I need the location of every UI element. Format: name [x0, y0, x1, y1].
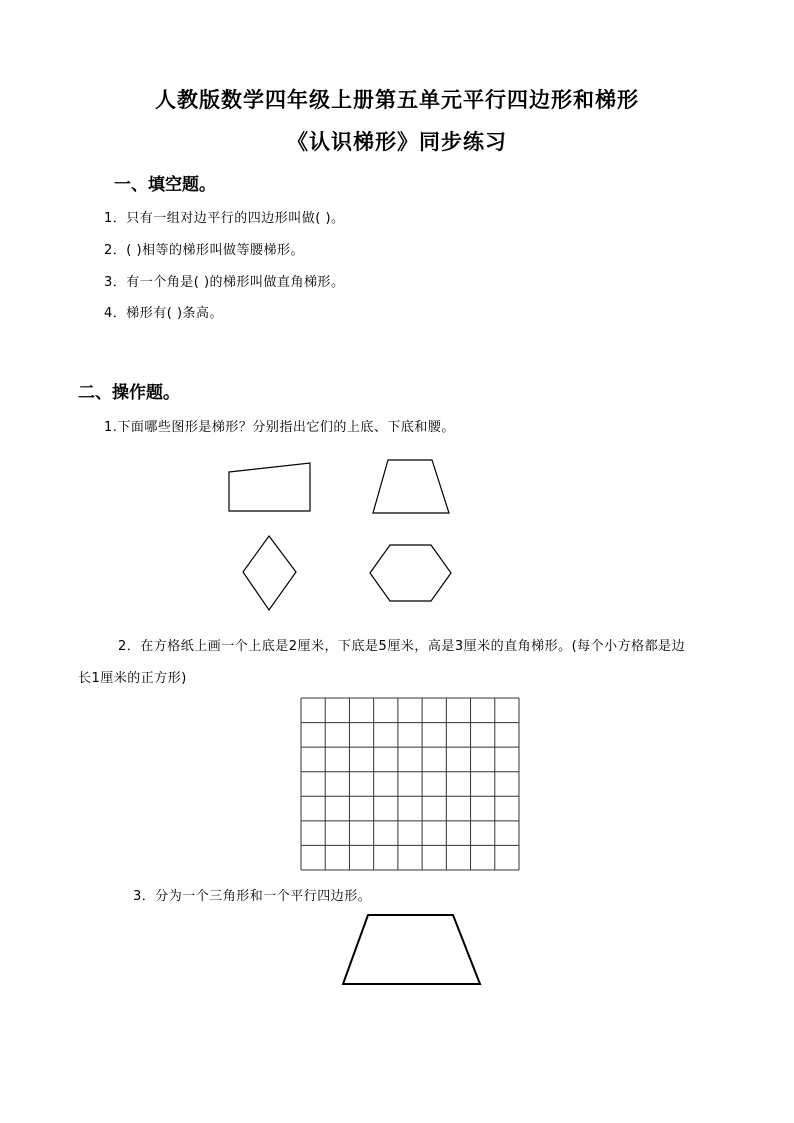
right-trapezoid-shape — [226, 460, 316, 514]
trapezoid-to-divide-shape[interactable] — [340, 912, 484, 988]
operation-question-2-line1: 2．在方格纸上画一个上底是2厘米，下底是5厘米，高是3厘米的直角梯形。(每个小方格都是边 — [118, 639, 686, 654]
hexagon-shape — [367, 542, 455, 606]
page-title: 人教版数学四年级上册第五单元平行四边形和梯形 — [155, 87, 639, 112]
operation-question-3: 3．分为一个三角形和一个平行四边形。 — [133, 889, 372, 904]
fill-blank-question-1: 1．只有一组对边平行的四边形叫做( )。 — [104, 211, 345, 226]
grid-paper[interactable] — [300, 697, 520, 871]
operation-question-2-line2: 长1厘米的正方形) — [78, 671, 187, 686]
fill-blank-question-2: 2．( )相等的梯形叫做等腰梯形。 — [104, 243, 305, 258]
isosceles-trapezoid-shape — [370, 458, 454, 516]
operation-question-1: 1.下面哪些图形是梯形？分别指出它们的上底、下底和腰。 — [104, 420, 455, 435]
page-subtitle: 《认识梯形》同步练习 — [287, 129, 507, 154]
rhombus-shape — [240, 534, 300, 614]
section-fill-blank-heading: 一、填空题。 — [114, 175, 216, 195]
section-operation-heading: 二、操作题。 — [78, 383, 180, 403]
fill-blank-question-3: 3．有一个角是( )的梯形叫做直角梯形。 — [104, 275, 345, 290]
fill-blank-question-4: 4．梯形有( )条高。 — [104, 306, 224, 321]
